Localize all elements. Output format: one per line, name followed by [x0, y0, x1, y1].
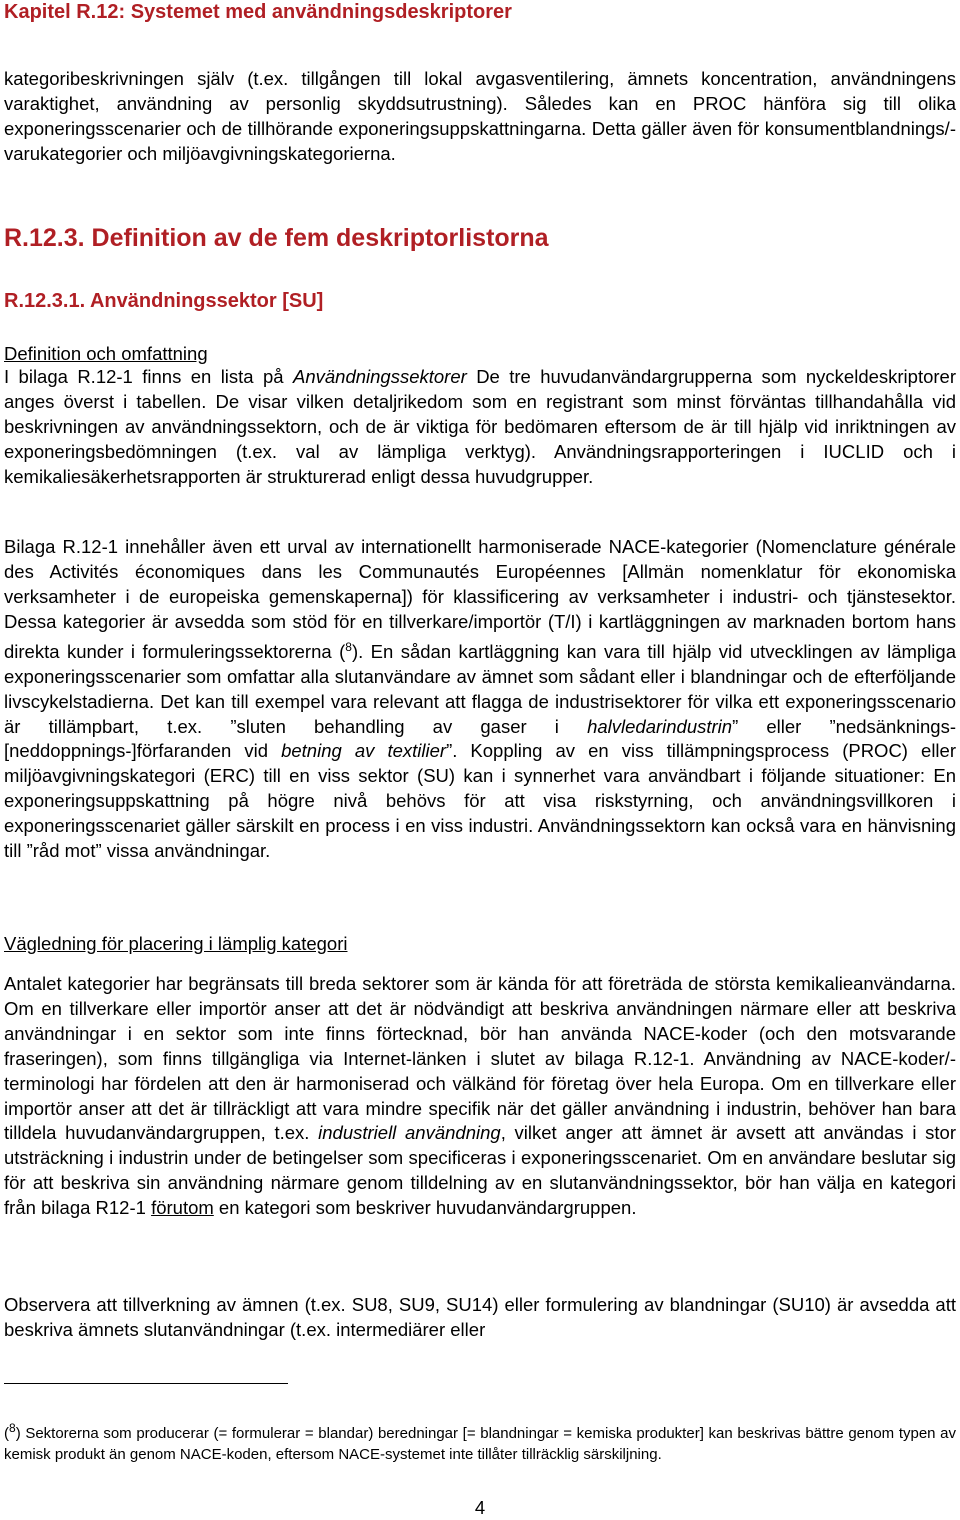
- text-run: De tre huvudanvändargrupperna som nyckeldeskriptorer anges överst i tabellen.: [4, 366, 956, 412]
- text-run: ” eller ”nedsänknings- [neddoppnings-]förfaranden vid: [4, 715, 956, 762]
- section-heading: R.12.3. Definition av de fem deskriptorlistorna: [4, 224, 549, 252]
- paragraph-definition: [4, 365, 956, 490]
- page-number: 4: [474, 1497, 486, 1518]
- paragraph-intro: [4, 67, 956, 167]
- paragraph-nace: [4, 535, 956, 864]
- text-run: kategoribeskrivningen själv (t.ex. tillgången till lokal avgasventilering, ämnets koncentration, användningens varaktighet, användning av personlig skyddsutrustning).: [4, 68, 956, 114]
- text-run: De visar vilken detaljrikedom som en registrant som minst förväntas tillhandahålla vid beskrivningen av användningssektorn, och de är viktiga för bedömaren eftersom de är till hjälp vid inriktningen av exponeringsbedömningen (t.ex. val av lämpliga verktyg). Användningsrapporteringen i IUCLID och i kemikaliesäkerhetsrapporten är strukturerad enligt dessa huvudgrupper.: [4, 390, 956, 487]
- subheading-definition: Definition och omfattning: [4, 343, 208, 364]
- paragraph-observe: Observera att tillverkning av ämnen (t.ex. SU8, SU9, SU14) eller formulering av blandningar (SU10) är avsedda att beskriva ämnets slutanvändningar (t.ex. intermediärer eller: [4, 1294, 956, 1340]
- footnote-ref[interactable]: 8: [345, 639, 352, 654]
- emphasis: halvledarindustrin: [587, 715, 733, 737]
- text-run: ). En sådan kartläggning kan vara till hjälp vid utvecklingen av lämpliga exponeringsscenarier som omfattar alla slutanvändare av ämnet som sådant eller i blandningar och de efterföljande livscykelstadierna. Det kan till exempel vara relevant att flagga de industrisektorer för vilka ett exponeringsscenario är tillämpbart, t.ex. ”sluten behandling av gaser i: [4, 640, 956, 737]
- footnote-divider: [4, 1383, 288, 1384]
- footnote-marker: 8: [9, 1421, 16, 1435]
- subsection-heading: R.12.3.1. Användningssektor [SU]: [4, 290, 324, 312]
- text-run: en kategori som beskriver huvudanvändargruppen.: [213, 1197, 637, 1219]
- paragraph-guidance: [4, 972, 956, 1221]
- text-run: ”. Koppling av en viss tillämpningsprocess (PROC) eller miljöavgivningskategori (ERC) till en viss sektor (SU) kan i synnerhet vara användbart i följande situationer: En exponeringsuppskattning på högre nivå behövs för att visa riskstyrning, och användningsvillkoren i exponeringsscenariet gäller särskilt en process i en viss industri. Användningssektorn kan också vara en hänvisning till ”råd mot” vissa användningar.: [4, 740, 956, 862]
- emphasis: betning av textilier: [281, 740, 447, 762]
- text-run: Bilaga R.12-1 innehåller även ett urval av internationellt harmoniserade NACE-kategorier (Nomenclature générale des Activités économiques dans les Communautés Européennes [Allmän nomenklatur för ekonomiska verksamheter i de europeiska gemenskaperna]) för klassificering av verksamheter i industri- och tjänstesektor. Dessa kategorier är avsedda som stöd för en tillverkare/importör (T/I) i kartläggningen av marknaden bortom hans direkta kunder i formuleringssektorerna (: [4, 536, 956, 662]
- text-run: , vilket anger att ämnet är avsett att användas i stor utsträckning i industrin under de betingelser som specificeras i exponeringsscenariet. Om en användare beslutar sig för att beskriva sin användning närmare genom tilldelning av en slutanvändningssektor, bör han välja en kategori från bilaga R12-1: [4, 1122, 956, 1219]
- emphasis: Användningssektorer: [292, 366, 467, 387]
- text-run: Antalet kategorier har begränsats till breda sektorer som är kända för att företräda de största kemikalieanvändarna. Om en tillverkare eller importör anser att det är nödvändigt att beskriva användningen närmare eller att beskriva användningar i en sektor som inte finns förtecknad, bör han använda NACE-koder (och den motsvarande fraseringen), som finns tillgängliga via Internet-länken i slutet av bilaga R.12-1. Användning av NACE-koder/-terminologi har fördelen att den är harmoniserad och välkänd för företag över hela Europa. Om en tillverkare eller importör anser att det är tillräckligt att vara mindre specifik när det gäller användning i industrin, behöver han bara tilldela huvudanvändargruppen, t.ex.: [4, 973, 956, 1144]
- footnote-text: Sektorerna som producerar (= formulerar = blandar) beredningar [= blandningar = kemiska produkter] kan beskrivas bättre genom typen av kemisk produkt än genom NACE-koden, eftersom NACE-systemet inte tillåter tillräcklig särskiljning.: [4, 1425, 956, 1463]
- text-run: Således kan en PROC hänföra sig till olika exponeringsscenarier och de tillhörande exponeringsuppskattningarna. Detta gäller även för konsumentblandnings/-varukategorier och miljöavgivningskategorierna.: [4, 92, 956, 164]
- footnote: ($^8$) Sektorerna som producerar (= formulerar = blandar) beredningar [= blandningar = kemiska produkter] kan beskrivas bättre genom typen av kemisk produkt än genom NACE-koden, eftersom NACE-systemet inte tillåter tillräcklig särskiljning.: [4, 1421, 956, 1463]
- underlined-word: förutom: [151, 1197, 214, 1219]
- subheading-guidance: Vägledning för placering i lämplig kategori: [4, 933, 348, 954]
- chapter-heading: Kapitel R.12: Systemet med användningsdeskriptorer: [4, 1, 512, 23]
- text-run: I bilaga R.12-1 finns en lista på: [4, 366, 293, 387]
- emphasis: industriell användning: [318, 1122, 501, 1144]
